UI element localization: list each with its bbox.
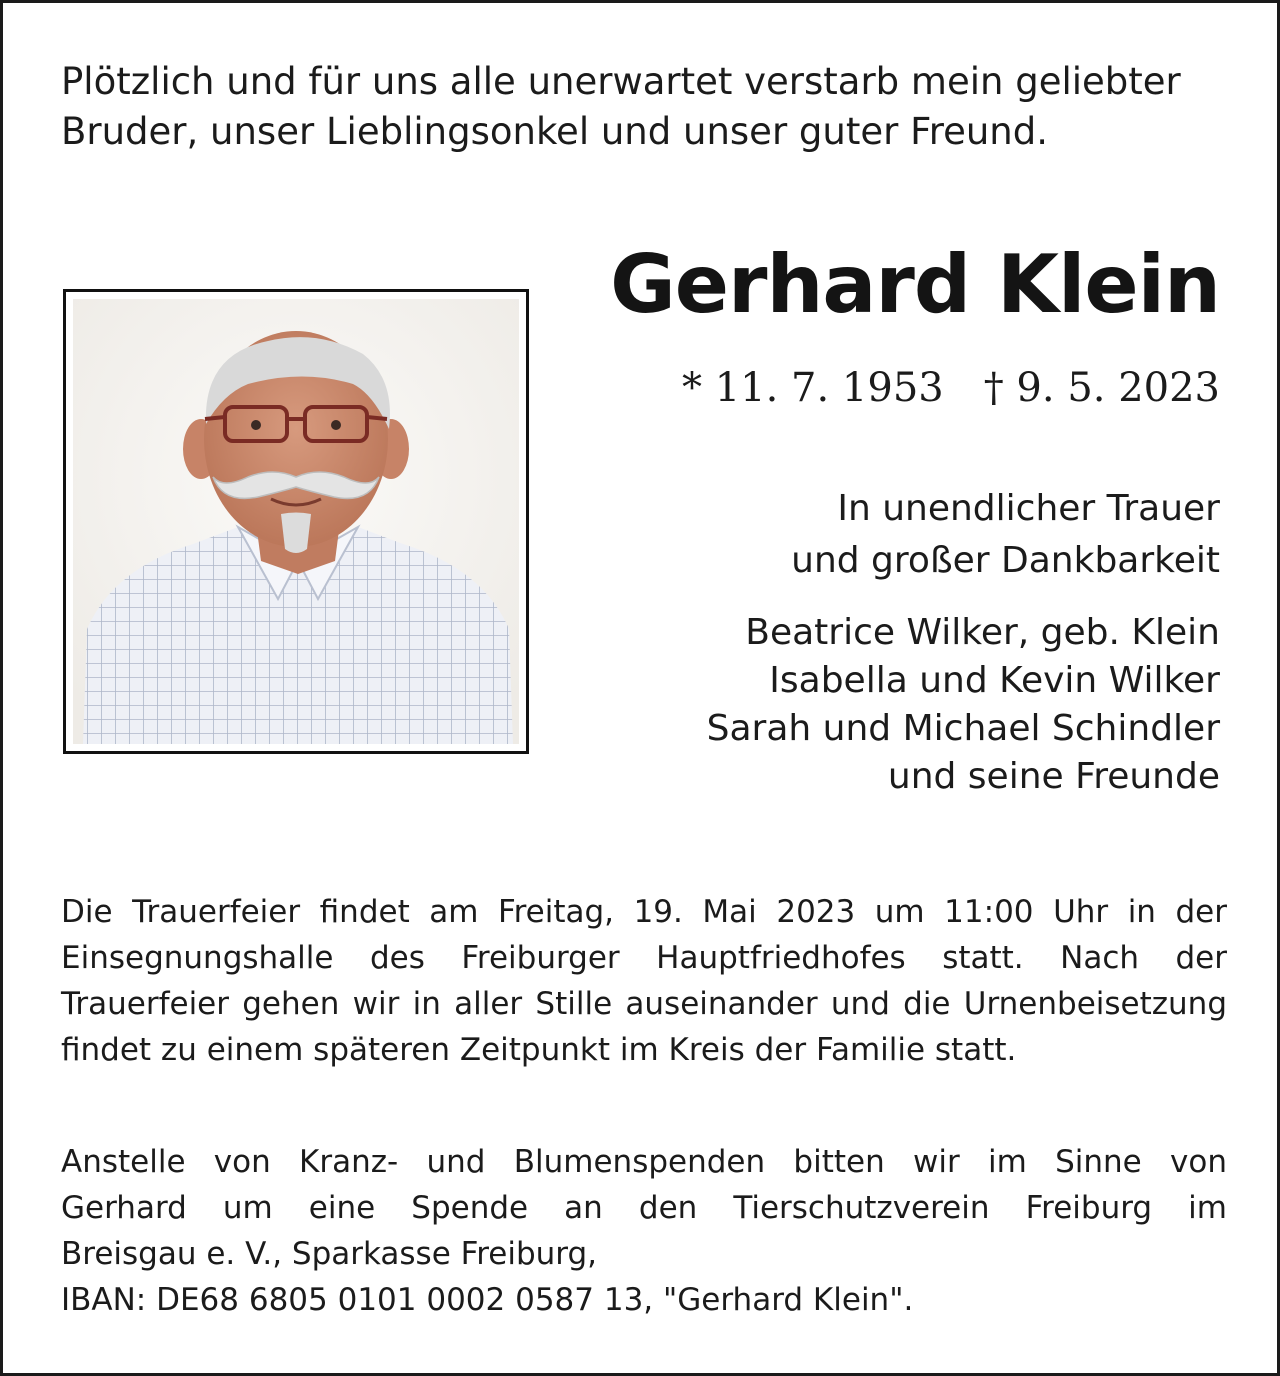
deceased-name: Gerhard Klein (610, 238, 1220, 331)
iban-line: IBAN: DE68 6805 0101 0002 0587 13, "Gerhard Klein". (61, 1282, 914, 1318)
portrait-frame (63, 289, 529, 754)
mourner: Isabella und Kevin Wilker (769, 660, 1220, 701)
mourner: Sarah und Michael Schindler (706, 708, 1220, 749)
life-dates (682, 361, 1220, 415)
portrait-photo (73, 299, 519, 744)
donation-line: Gerhard um eine Spende an den Tierschutzverein Freiburg im (61, 1190, 1227, 1226)
ceremony-text: Die Trauerfeier findet am Freitag, 19. Mai 2023 um 11:00 Uhr in der Einsegnungshalle des Freiburger Hauptfriedhofes statt. Nach der Trauerfeier gehen wir in aller Stille auseinander und die Urnenbeisetzung findet zu einem späteren Zeitpunkt im Kreis der Familie statt. (61, 894, 1227, 1068)
mourning-line: und großer Dankbarkeit (791, 540, 1220, 581)
mourning-phrase (791, 483, 1220, 587)
donation-line: Anstelle von Kranz- und Blumenspenden bitten wir im Sinne von (61, 1144, 1227, 1180)
mourner: Beatrice Wilker, geb. Klein (745, 612, 1220, 653)
birth-date: * 11. 7. 1953 (682, 365, 944, 411)
mourning-line: In unendlicher Trauer (837, 488, 1220, 529)
death-date: † 9. 5. 2023 (983, 365, 1220, 411)
mourner: und seine Freunde (887, 756, 1220, 797)
mourners-list (707, 609, 1220, 801)
donation-text (61, 1139, 1227, 1323)
intro-text: Plötzlich und für uns alle unerwartet verstarb mein geliebter Bruder, unser Lieblingsonkel und unser guter Freund. (61, 60, 1181, 153)
donation-line: Breisgau e. V., Sparkasse Freiburg, (61, 1236, 598, 1272)
